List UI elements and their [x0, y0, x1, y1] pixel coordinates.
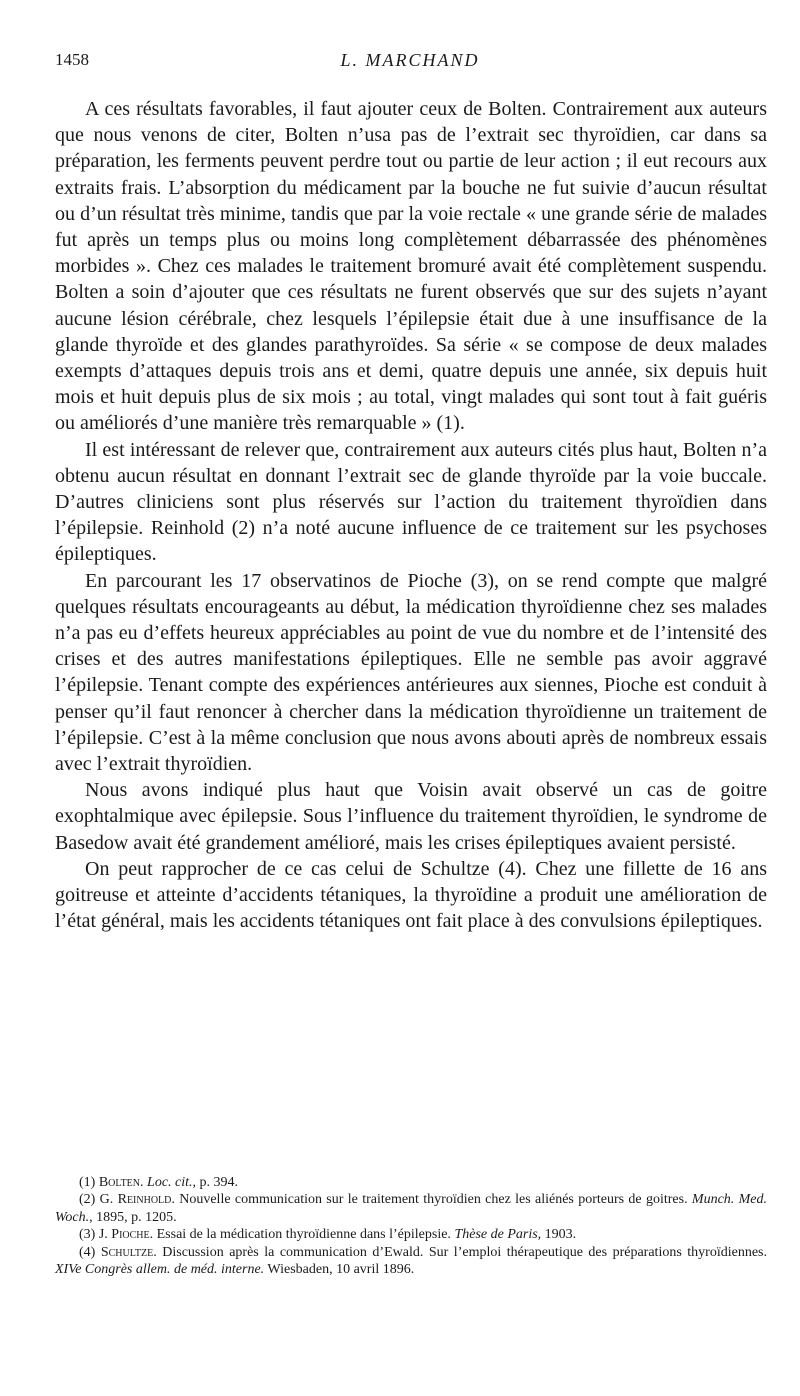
footnote-marker: (4)	[79, 1244, 96, 1260]
running-head: L. MARCHAND	[340, 50, 480, 70]
page-header	[55, 50, 765, 80]
paragraph: Il est intéressant de relever que, contrairement aux auteurs cités plus haut, Bolten n’a obtenu aucun résultat en donnant l’extrait sec de glande thyroïde par la voie buccale. D’autres cliniciens sont plus réservés sur l’action du traitement thyroïdien dans l’épilepsie. Reinhold (2) n’a noté aucune influence de ce traitement sur les psychoses épileptiques.	[55, 438, 767, 566]
footnote-rest: 1903.	[541, 1227, 577, 1243]
footnote-author: J. Pioche.	[98, 1227, 154, 1243]
footnotes	[55, 1174, 767, 1278]
footnote-marker: (2)	[79, 1192, 96, 1208]
page-number: 1458	[55, 50, 89, 69]
footnote-author: G. Reinhold.	[99, 1192, 175, 1208]
footnote	[55, 1174, 767, 1191]
paragraph: On peut rapprocher de ce cas celui de Schultze (4). Chez une fillette de 16 ans goitreuse et atteinte d’accidents tétaniques, la thyroïdine a produit une amélioration de l’état général, mais les accidents tétaniques ont fait place à des convulsions épileptiques.	[55, 857, 767, 933]
footnote-marker: (3)	[79, 1227, 96, 1243]
footnote-text: Discussion après la communication d’Ewald. Sur l’emploi thérapeutique des préparations thyroïdiennes.	[162, 1244, 767, 1260]
footnote-rest: , p. 394.	[192, 1175, 239, 1190]
footnote-rest: Wiesbaden, 10 avril 1896.	[264, 1262, 415, 1278]
footnote-text: Nouvelle communication sur le traitement thyroïdien chez les aliénés porteurs de goitres.	[179, 1192, 688, 1208]
body-text	[55, 96, 767, 935]
footnote-author: Bolten.	[98, 1175, 144, 1190]
paragraph: En parcourant les 17 observatinos de Pioche (3), on se rend compte que malgré quelques résultats encourageants au début, la médication thyroïdienne chez ses malades n’a pas eu d’effets heureux appréciables au point de vue du nombre et de l’intensité des crises et des autres manifestations épileptiques. Elle ne semble pas avoir aggravé l’épilepsie. Tenant compte des expériences antérieures aux siennes, Pioche est conduit à penser qu’il faut renoncer à chercher dans la médication thyroïdienne un traitement de l’épilepsie. C’est à la même conclusion que nous avons abouti après de nombreux essais avec l’extrait thyroïdien.	[55, 569, 767, 776]
paragraph: A ces résultats favorables, il faut ajouter ceux de Bolten. Contrairement aux auteurs que nous venons de citer, Bolten n’usa pas de l’extrait sec thyroïdien, car dans sa préparation, les ferments peuvent perdre tout ou partie de leur action ; il eut recours aux extraits frais. L’absorption du médicament par la bouche ne fut suivie d’aucun résultat ou d’un résultat très minime, tandis que par la voie rectale « une grande série de malades fut après un temps plus ou moins long complètement débarrassée des phénomènes morbides ». Chez ces malades le traitement bromuré avait été complètement suspendu. Bolten a soin d’ajouter que ces résultats ne furent observés que sur des sujets n’ayant aucune lésion cérébrale, chez lesquels l’épilepsie était due à une insuffisance de la glande thyroïde et des glandes parathyroïdes. Sa série « se compose de deux malades exempts d’attaques depuis trois ans et demi, quatre depuis une année, six depuis huit mois et huit depuis plus de six mois ; au total, vingt malades qui sont tout à fait guéris ou améliorés d’une manière très remarquable » (1).	[55, 98, 767, 435]
paragraph: Nous avons indiqué plus haut que Voisin avait observé un cas de goitre exophtalmique avec épilepsie. Sous l’influence du traitement thyroïdien, le syndrome de Basedow avait été grandement amélioré, mais les crises épileptiques avaient persisté.	[55, 779, 767, 854]
footnote-text: Essai de la médication thyroïdienne dans l’épilepsie.	[156, 1227, 451, 1243]
footnote-source: Munch. Med. Woch.	[55, 1192, 768, 1225]
footnote-rest: , 1895, p. 1205.	[89, 1209, 177, 1225]
footnote	[55, 1226, 767, 1243]
footnote-marker: (1)	[79, 1175, 96, 1190]
footnote-source: Thèse de Paris,	[454, 1227, 542, 1243]
footnote	[55, 1191, 767, 1226]
footnote	[55, 1244, 767, 1279]
footnote-author: Schultze.	[100, 1244, 157, 1260]
footnote-source: XIVe Congrès allem. de méd. interne.	[55, 1262, 265, 1278]
footnote-source: Loc. cit.	[147, 1175, 193, 1190]
